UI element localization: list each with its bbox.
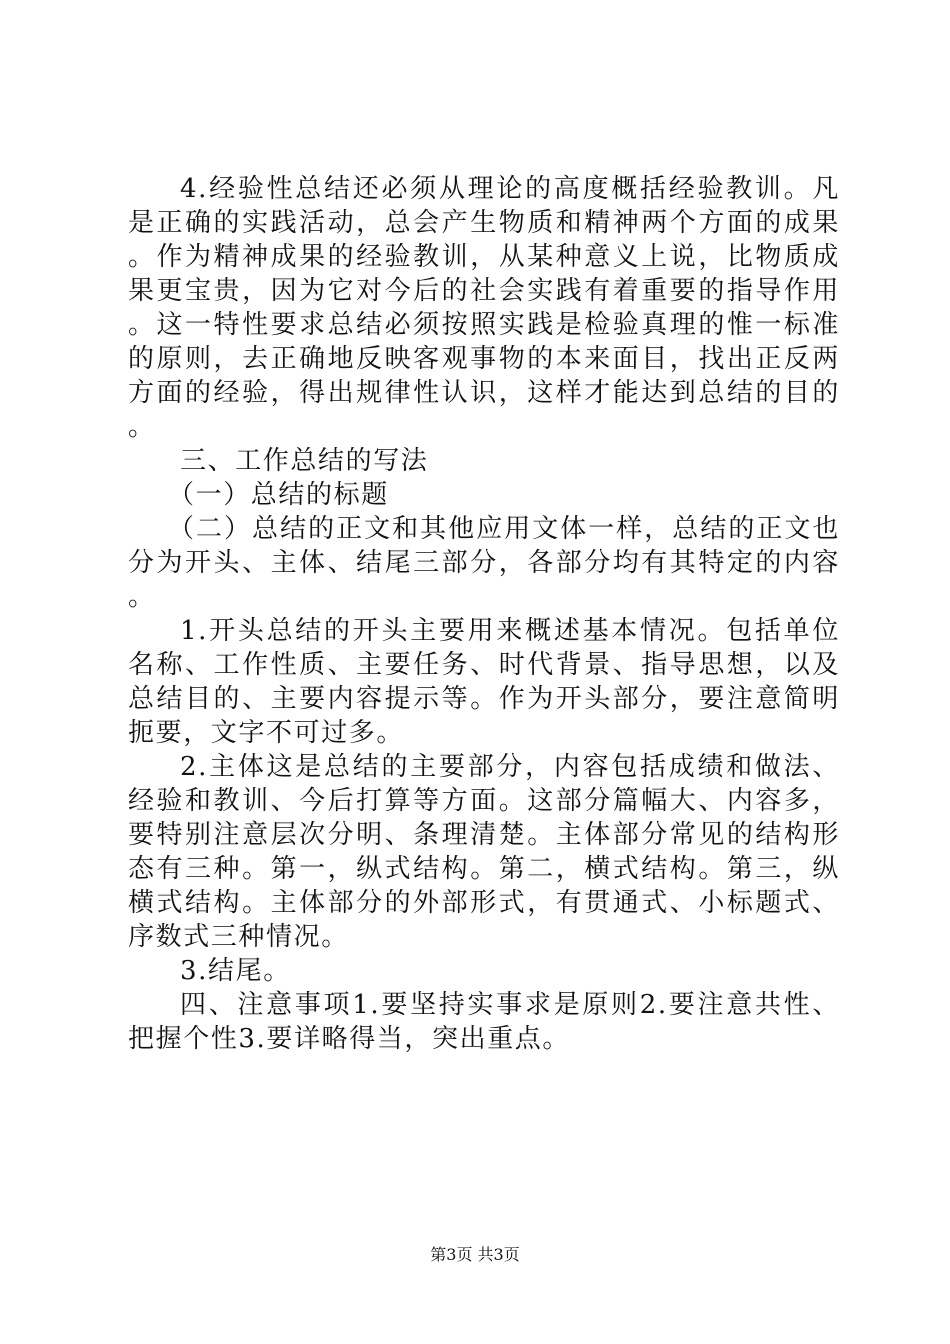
paragraph-main-body: 2.主体这是总结的主要部分，内容包括成绩和做法、经验和教训、今后打算等方面。这部分篇幅大、内容多，要特别注意层次分明、条理清楚。主体部分常见的结构形态有三种。第一，纵式结构。第二，横式结构。第三，纵横式结构。主体部分的外部形式，有贯通式、小标题式、序数式三种情况。 [128, 752, 840, 952]
section-heading-writing-method: 三、工作总结的写法 [180, 446, 429, 476]
document-body [128, 172, 840, 1056]
paragraph-opening: 1.开头总结的开头主要用来概述基本情况。包括单位名称、工作性质、主要任务、时代背景、指导思想，以及总结目的、主要内容提示等。作为开头部分，要注意简明扼要，文字不可过多。 [128, 616, 840, 748]
paragraph-ending: 3.结尾。 [180, 956, 291, 986]
paragraph-notes: 四、注意事项1.要坚持实事求是原则2.要注意共性、把握个性3.要详略得当，突出重点。 [128, 990, 840, 1054]
paragraph-experience-summary: 4.经验性总结还必须从理论的高度概括经验教训。凡是正确的实践活动，总会产生物质和精神两个方面的成果。作为精神成果的经验教训，从某种意义上说，比物质成果更宝贵，因为它对今后的社会实践有着重要的指导作用。这一特性要求总结必须按照实践是检验真理的惟一标准的原则，去正确地反映客观事物的本来面目，找出正反两方面的经验，得出规律性认识，这样才能达到总结的目的。 [128, 174, 840, 442]
subheading-summary-title: （一）总结的标题 [168, 480, 389, 510]
paragraph-summary-body: （二）总结的正文和其他应用文体一样，总结的正文也分为开头、主体、结尾三部分，各部分均有其特定的内容。 [128, 514, 840, 612]
page-number-footer: 第3页 共3页 [430, 1245, 520, 1264]
